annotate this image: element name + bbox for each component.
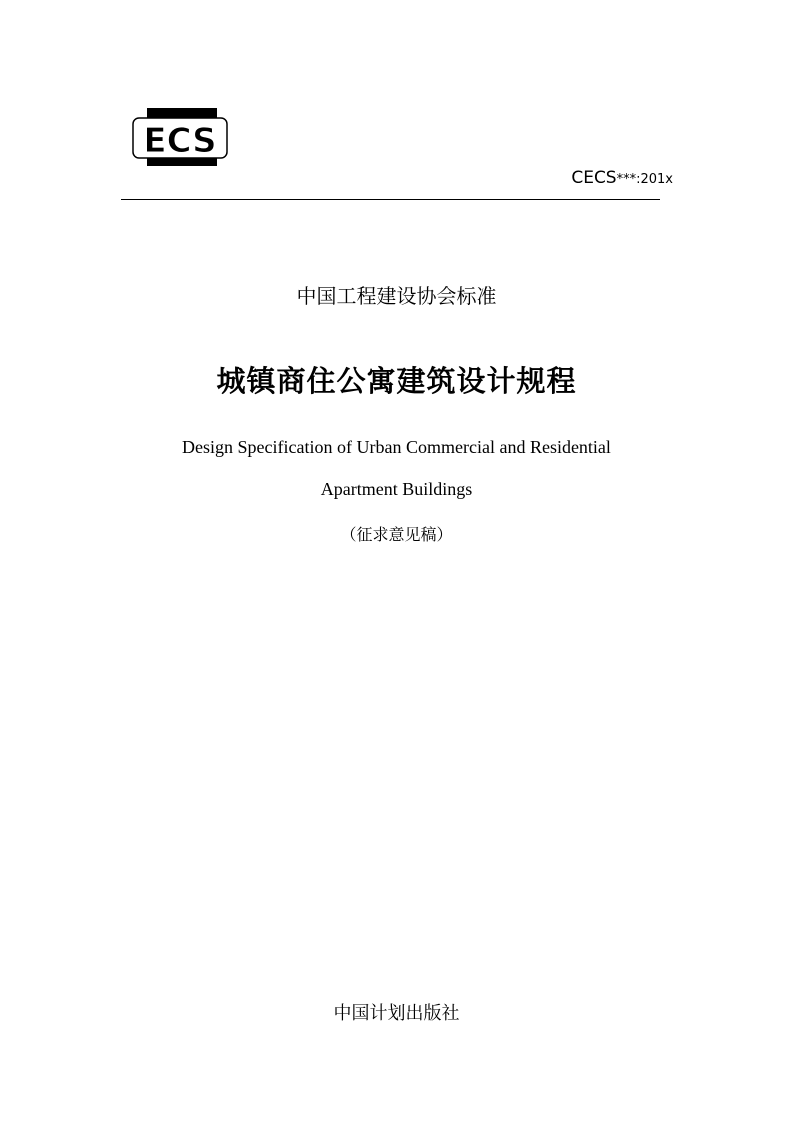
standard-code-main: CECS bbox=[571, 168, 617, 188]
standard-code bbox=[571, 168, 673, 188]
association-standard: 中国工程建设协会标准 bbox=[296, 284, 497, 308]
document-title-en-line2: Apartment Buildings bbox=[320, 479, 473, 499]
ecs-logo bbox=[131, 106, 231, 168]
publisher: 中国计划出版社 bbox=[333, 1003, 460, 1024]
standard-code-suffix: ***:201x bbox=[616, 172, 673, 187]
header-divider bbox=[121, 199, 660, 200]
document-title-en-line1: Design Specification of Urban Commercial and Residential bbox=[182, 437, 611, 457]
draft-note: （征求意见稿） bbox=[340, 525, 453, 544]
logo-text: ECS bbox=[143, 121, 217, 161]
document-title-cn: 城镇商住公寓建筑设计规程 bbox=[216, 364, 577, 398]
